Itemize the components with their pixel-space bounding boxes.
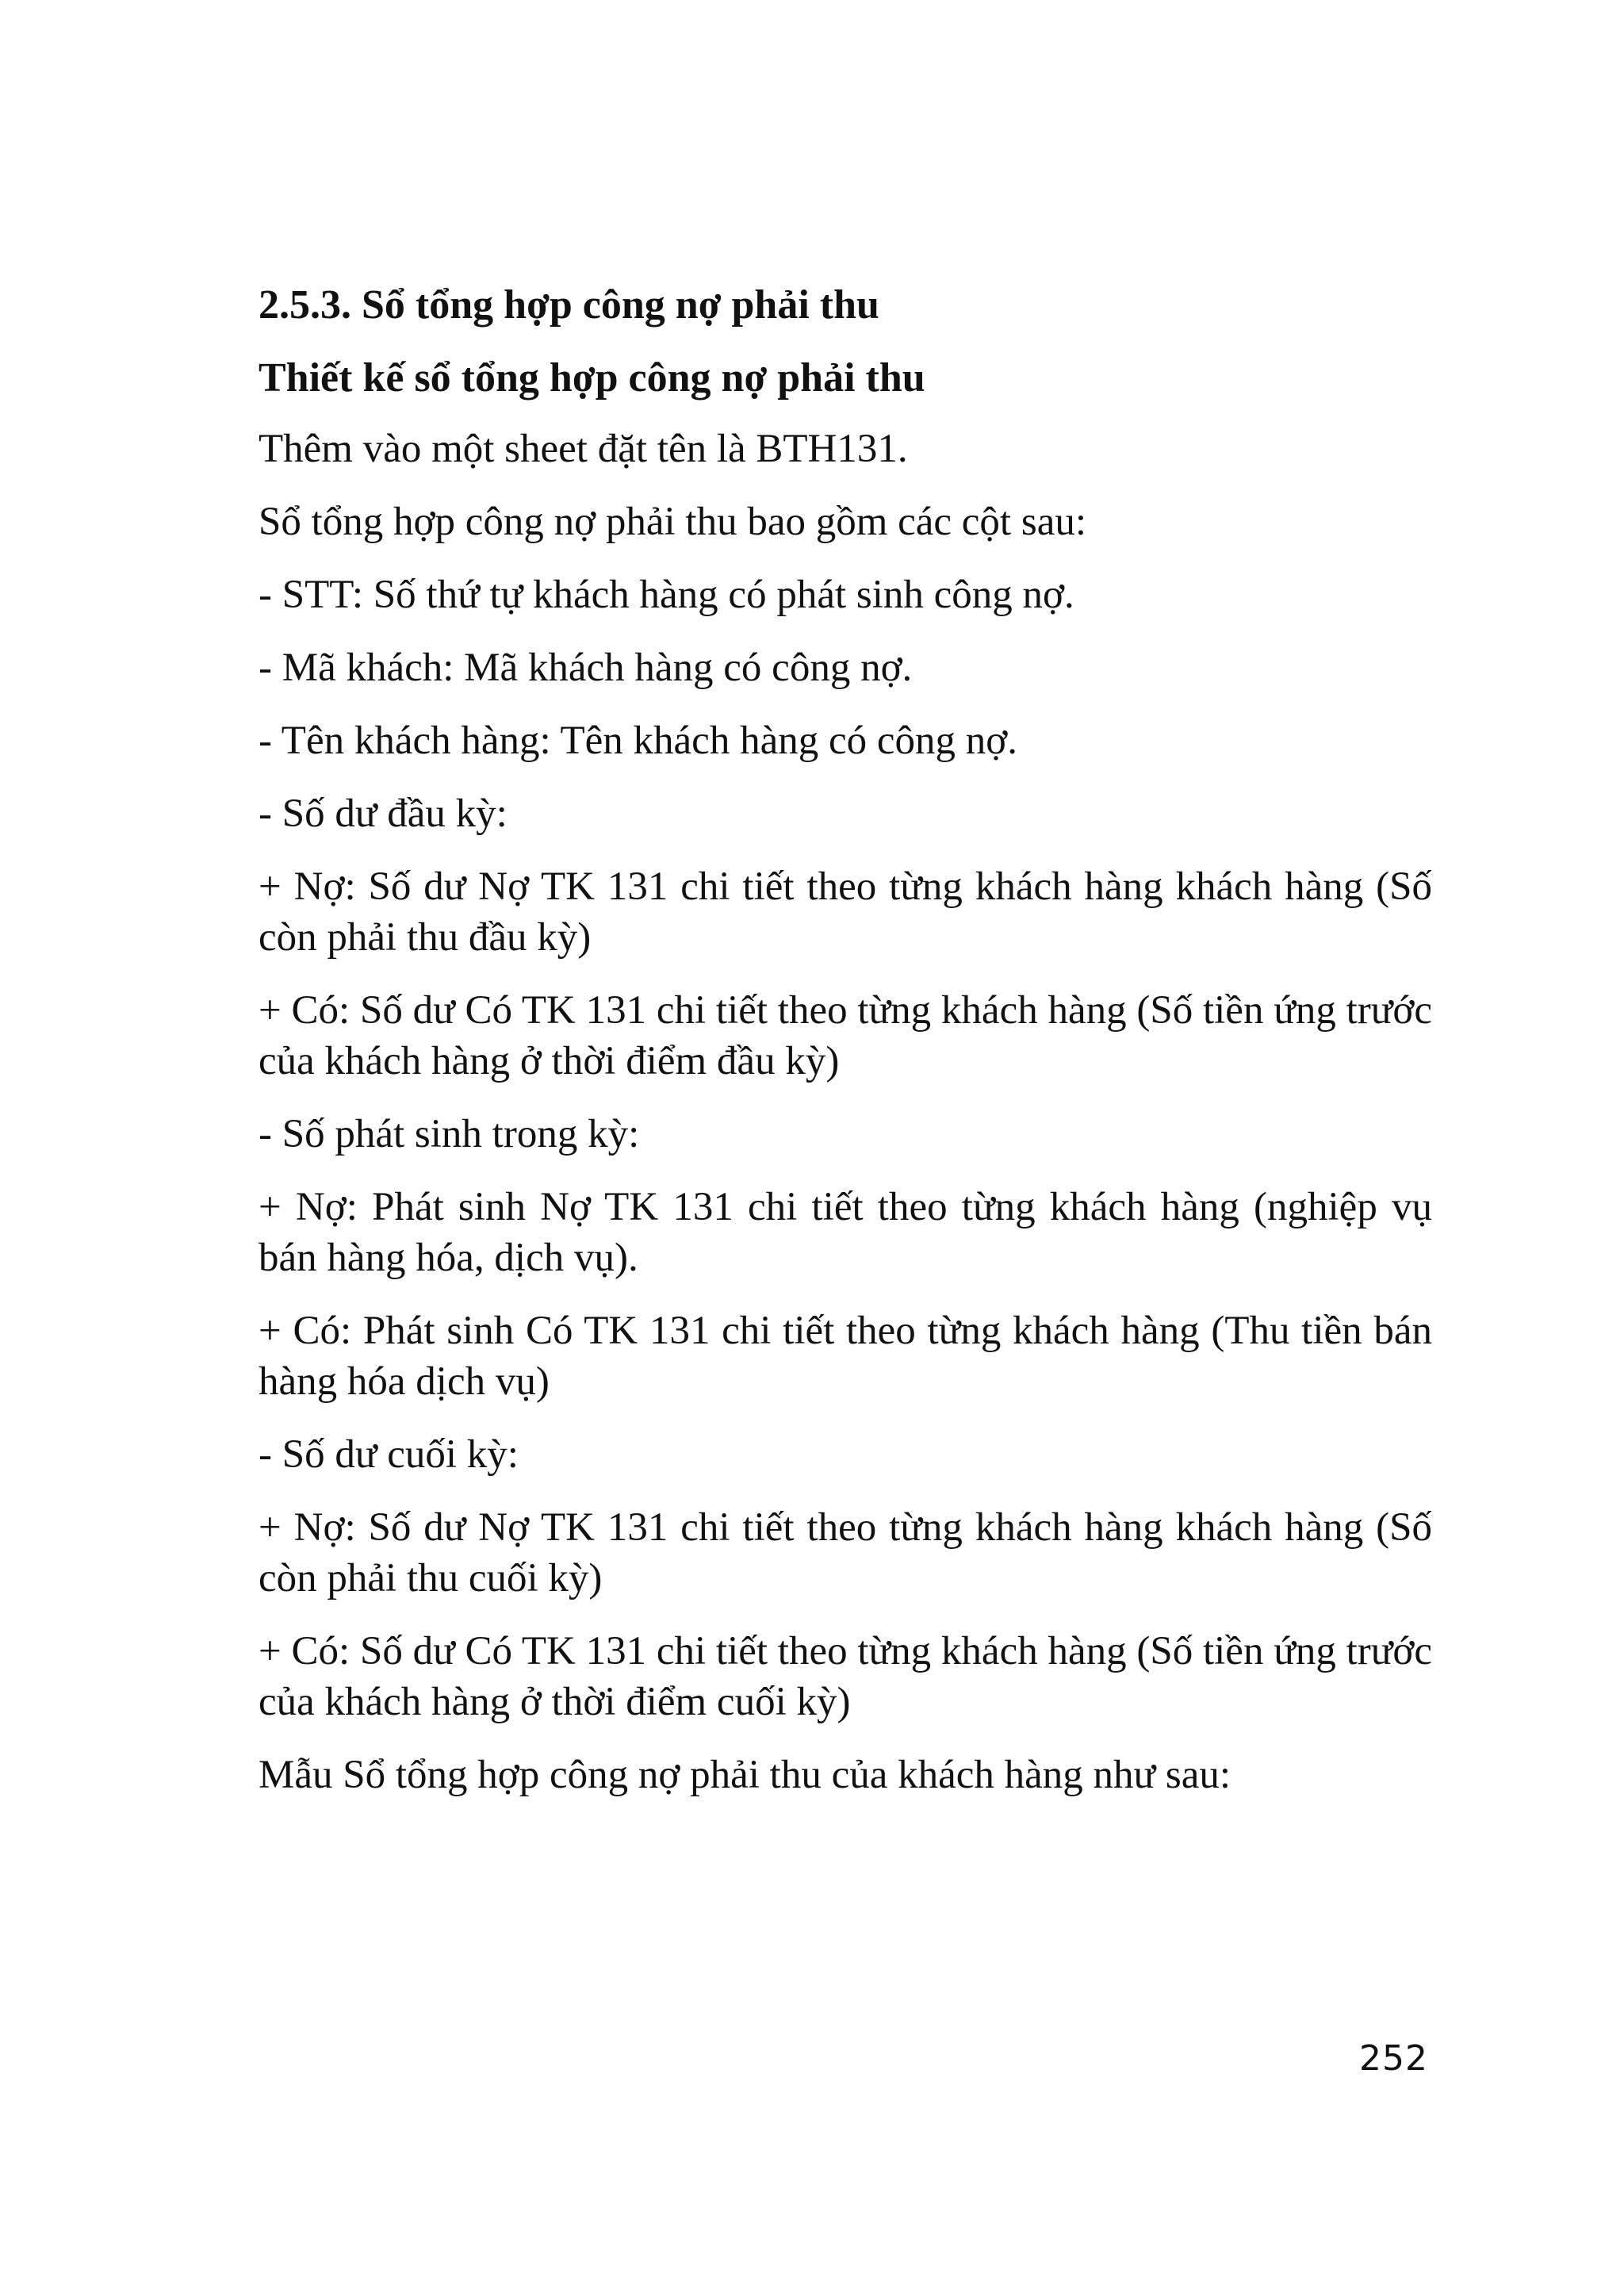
- sub-item-phat-sinh-co: + Có: Phát sinh Có TK 131 chi tiết theo từng khách hàng (Thu tiền bán hàng hóa dịch vụ): [259, 1309, 1432, 1404]
- paragraph-columns-intro: Sổ tổng hợp công nợ phải thu bao gồm các cột sau:: [259, 500, 1087, 544]
- sub-item-phat-sinh-no: + Nợ: Phát sinh Nợ TK 131 chi tiết theo từng khách hàng (nghiệp vụ bán hàng hóa, dịch vụ).: [259, 1185, 1432, 1280]
- sub-item-cuoi-ky-no: + Nợ: Số dư Nợ TK 131 chi tiết theo từng khách hàng khách hàng (Số còn phải thu cuối kỳ): [259, 1505, 1432, 1600]
- list-item-so-du-cuoi-ky: - Số dư cuối kỳ:: [259, 1432, 519, 1477]
- paragraph-template-intro: Mẫu Sổ tổng hợp công nợ phải thu của khách hàng như sau:: [259, 1753, 1231, 1797]
- list-item-ma-khach: - Mã khách: Mã khách hàng có công nợ.: [259, 646, 913, 690]
- list-item-so-phat-sinh: - Số phát sinh trong kỳ:: [259, 1112, 640, 1156]
- sub-item-dau-ky-co: + Có: Số dư Có TK 131 chi tiết theo từng khách hàng (Số tiền ứng trước của khách hàng ở thời điểm đầu kỳ): [259, 988, 1432, 1083]
- page-number: 252: [1359, 2038, 1428, 2079]
- list-item-so-du-dau-ky: - Số dư đầu kỳ:: [259, 792, 508, 836]
- paragraph-intro: Thêm vào một sheet đặt tên là BTH131.: [259, 427, 908, 471]
- subheading: Thiết kế sổ tổng hợp công nợ phải thu: [259, 355, 925, 401]
- list-item-stt: - STT: Số thứ tự khách hàng có phát sinh công nợ.: [259, 573, 1074, 617]
- sub-item-cuoi-ky-co: + Có: Số dư Có TK 131 chi tiết theo từng khách hàng (Số tiền ứng trước của khách hàng ở thời điểm cuối kỳ): [259, 1629, 1432, 1724]
- section-heading: 2.5.3. Sổ tổng hợp công nợ phải thu: [259, 282, 879, 328]
- sub-item-dau-ky-no: + Nợ: Số dư Nợ TK 131 chi tiết theo từng khách hàng khách hàng (Số còn phải thu đầu kỳ): [259, 864, 1432, 960]
- list-item-ten-khach-hang: - Tên khách hàng: Tên khách hàng có công nợ.: [259, 719, 1017, 763]
- page-content: [259, 278, 1432, 1823]
